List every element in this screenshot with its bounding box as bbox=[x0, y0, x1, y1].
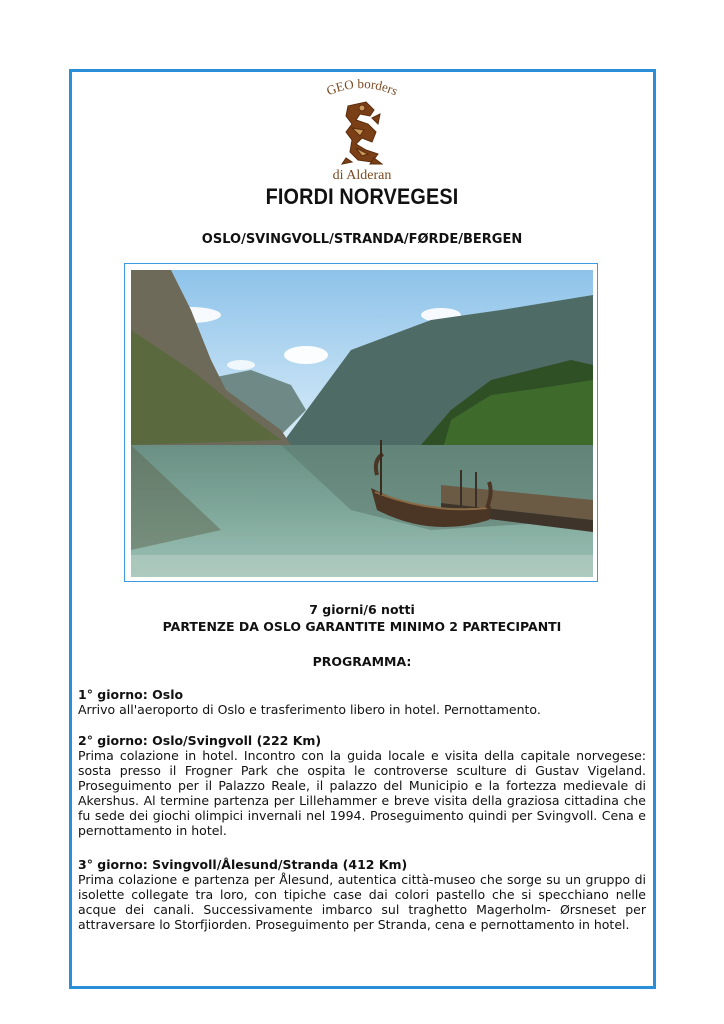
svg-text:GEO borders bbox=[324, 78, 400, 98]
day-1 bbox=[78, 687, 646, 717]
knot-emblem-icon bbox=[342, 102, 382, 164]
program-heading: PROGRAMMA: bbox=[312, 654, 412, 669]
logo-top-text: GEO borders bbox=[324, 78, 401, 99]
day-2 bbox=[78, 733, 646, 838]
day-title: 1° giorno: Oslo bbox=[78, 687, 184, 702]
day-3 bbox=[78, 857, 646, 932]
photo-frame bbox=[124, 263, 598, 582]
day-description: Prima colazione e partenza per Ålesund, autentica città-museo che sorge su un gruppo di isolette collegate tra loro, con tipiche case dai colori pastello che si specchiano nelle acque dei canali. Successivamente imbarco sul traghetto Magerholm- Ørsneset per attraversare lo Storfjiorden. Proseguimento per Stranda, cena e pernottamento in hotel. bbox=[78, 872, 646, 932]
logo-bottom-text: di Alderan bbox=[332, 168, 392, 182]
trip-departures: PARTENZE DA OSLO GARANTITE MINIMO 2 PARTECIPANTI bbox=[162, 619, 562, 634]
fjord-photo bbox=[131, 270, 593, 577]
geo-borders-logo bbox=[312, 78, 412, 182]
day-title: 2° giorno: Oslo/Svingvoll (222 Km) bbox=[78, 733, 322, 748]
page-title: FIORDI NORVEGESI bbox=[265, 184, 459, 209]
day-description: Prima colazione in hotel. Incontro con la guida locale e visita della capitale norvegese: sosta presso il Frogner Park che ospita le controverse sculture di Gustav Vigeland. Proseguimento per il Palazzo Reale, il palazzo del Municipio e la fortezza medievale di Akershus. Al termine partenza per Lillehammer e breve visita della graziosa cittadina che fu sede dei giochi olimpici invernali nel 1994. Proseguimento quindi per Svingvoll. Cena e pernottamento in hotel. bbox=[78, 748, 646, 838]
day-title: 3° giorno: Svingvoll/Ålesund/Stranda (412 Km) bbox=[78, 857, 408, 872]
day-description: Arrivo all'aeroporto di Oslo e trasferimento libero in hotel. Pernottamento. bbox=[78, 702, 541, 717]
route-subtitle: OSLO/SVINGVOLL/STRANDA/FØRDE/BERGEN bbox=[201, 232, 523, 247]
trip-duration: 7 giorni/6 notti bbox=[309, 602, 415, 617]
